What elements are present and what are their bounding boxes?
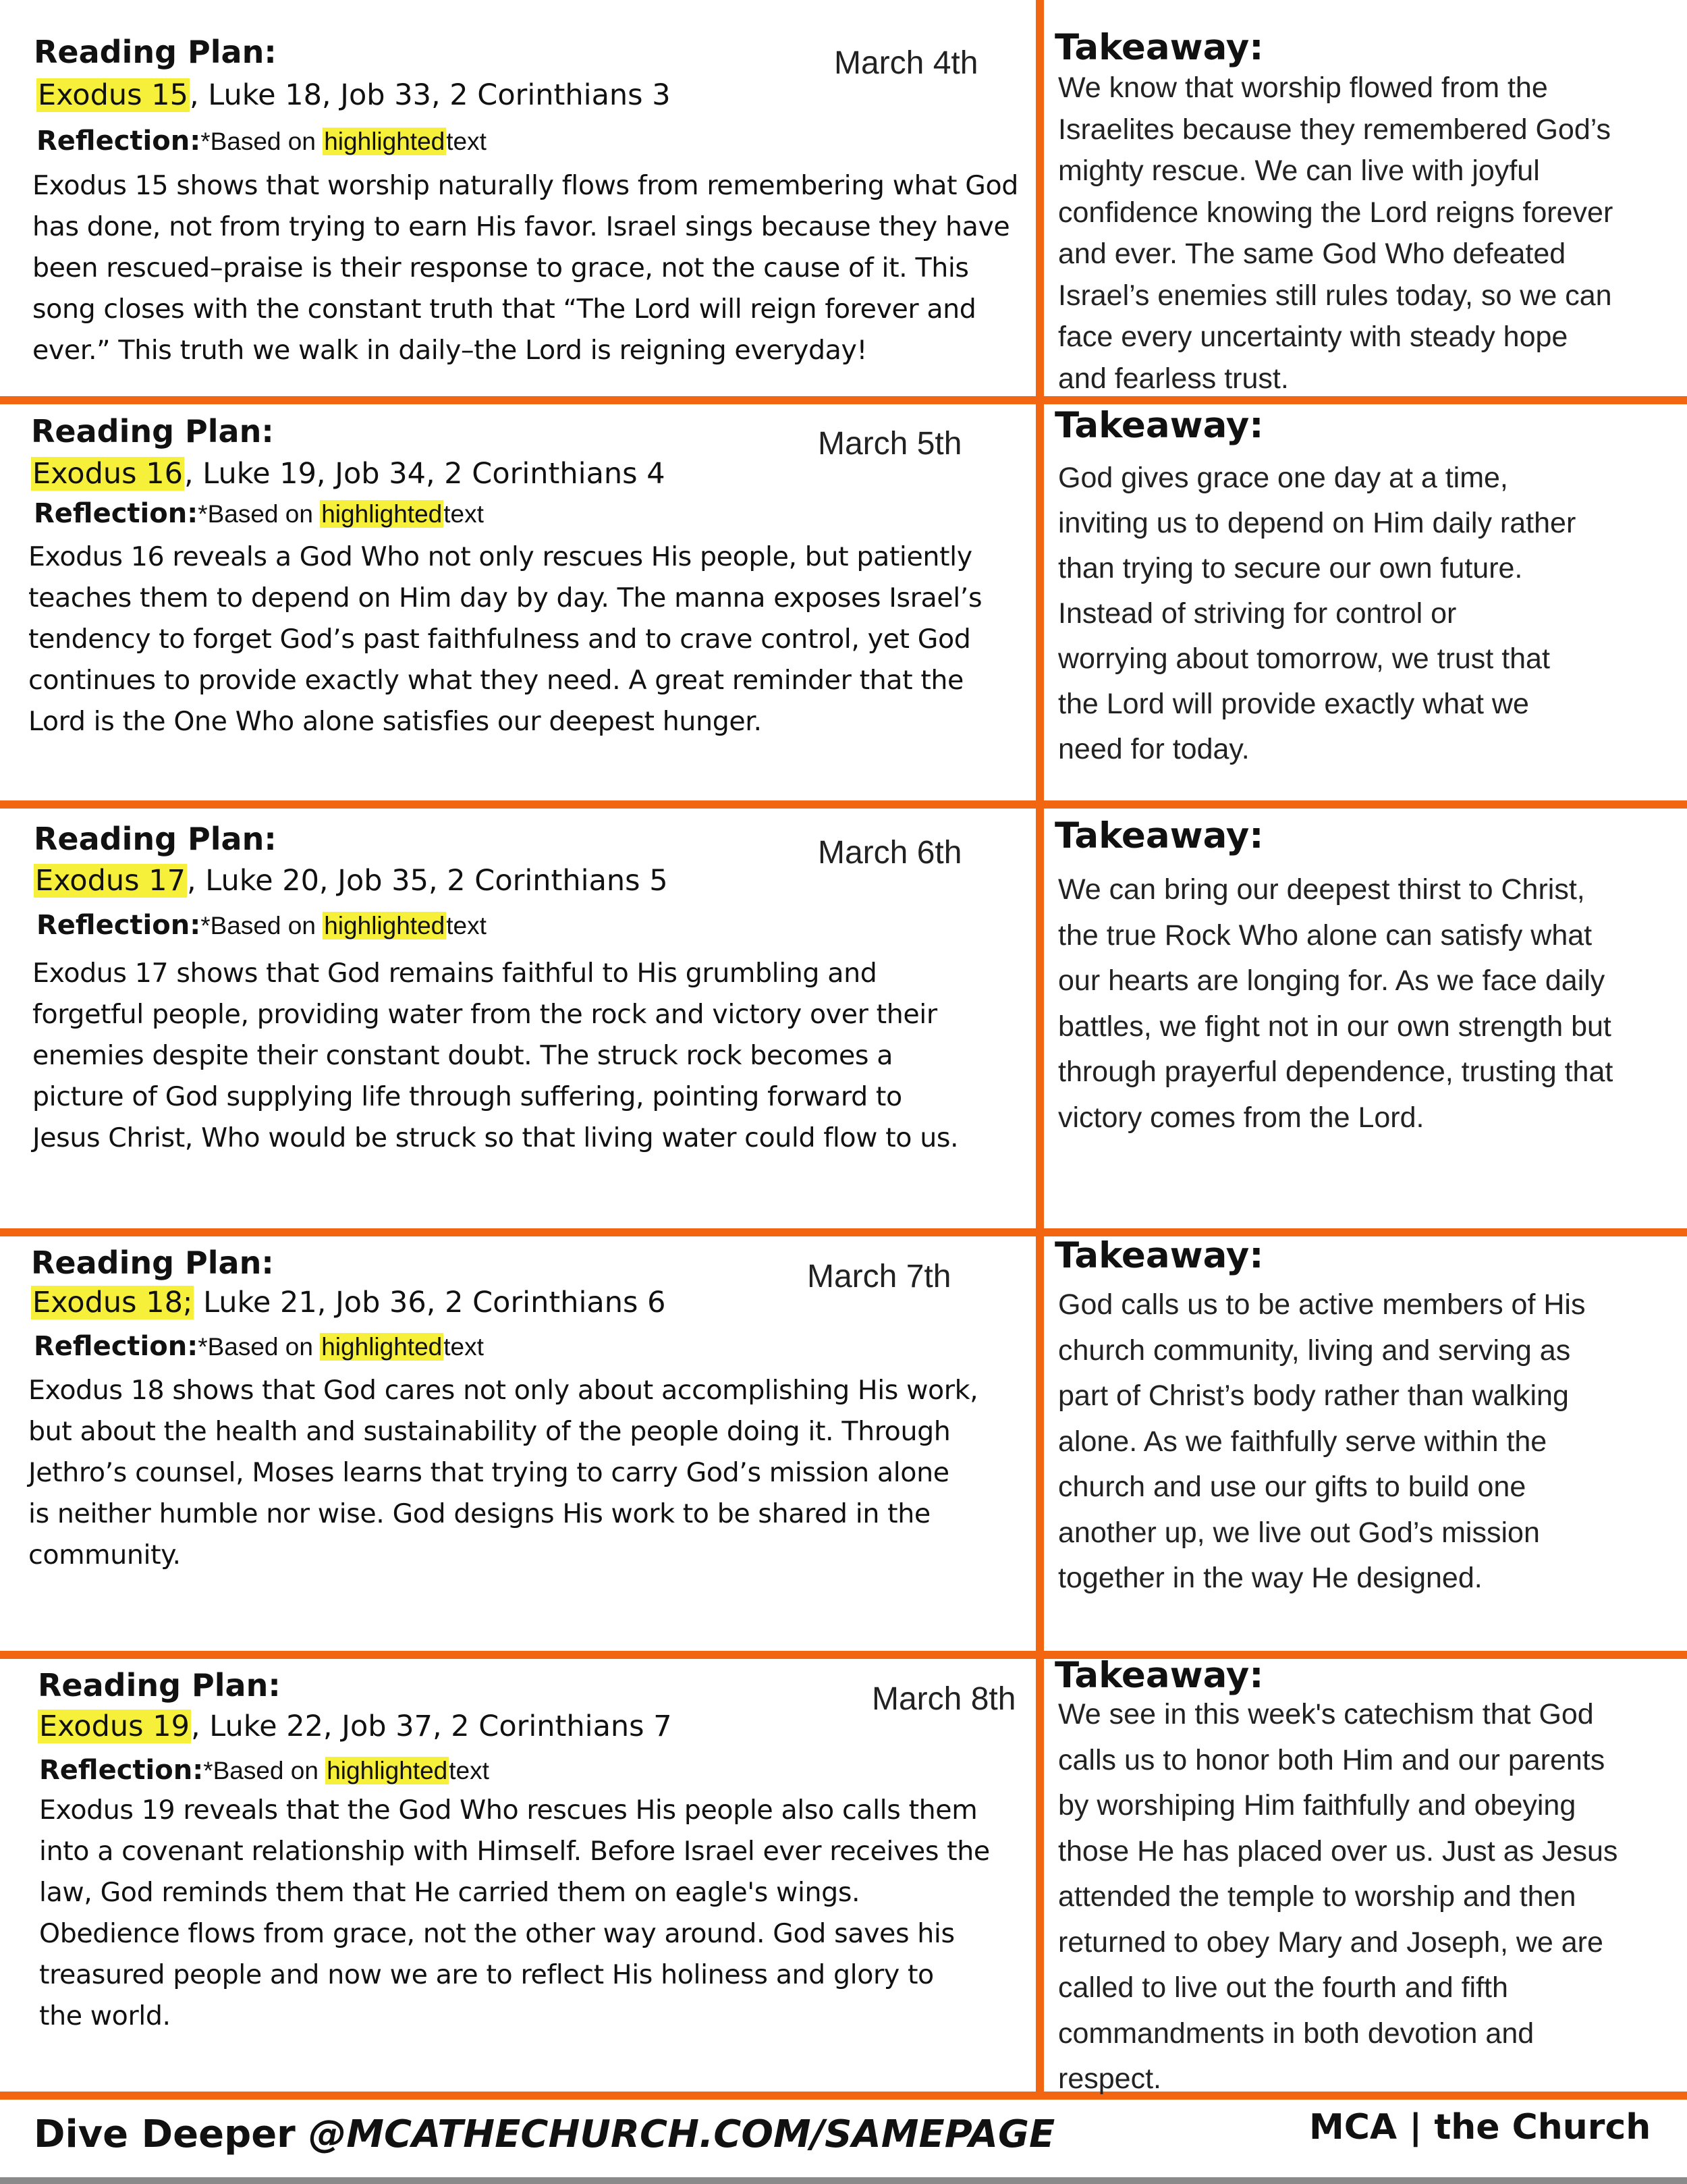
based-on-note: *Based on highlightedtext	[200, 912, 487, 939]
reflection-text: Exodus 16 reveals a God Who not only rescues His people, but patiently teaches them to depend on Him day by day. The manna exposes Israel’s tendency to forget God’s past faithfulness and to crave control, yet God continues to provide exactly what they need. A great reminder that the Lord is the One Who alone satisfies our deepest hunger.	[28, 541, 983, 737]
highlighted-passage: Exodus 15	[38, 78, 188, 112]
takeaway-text: We can bring our deepest thirst to Christ, the true Rock Who alone can satisfy what our hearts are longing for. As we face daily battles, we fight not in our own strength but through prayerful dependence, trusting that victory comes from the Lord.	[1058, 873, 1613, 1134]
based-on-note: *Based on highlightedtext	[198, 500, 484, 528]
highlighted-passage: Exodus 17	[35, 864, 186, 898]
section-divider	[0, 1651, 1687, 1659]
reading-passages	[31, 1286, 665, 1319]
website-url[interactable]: @MCATHECHURCH.COM/SAMEPAGE	[308, 2112, 1055, 2156]
reflection-label: Reflection:	[36, 126, 201, 157]
entry-date: March 6th	[818, 835, 962, 871]
takeaway-text: We see in this week's catechism that God calls us to honor both Him and our parents by worshiping Him faithfully and obeying those He has placed over us. Just as Jesus attended the temple to worship and then returned to obey Mary and Joseph, we are called to live out the fourth and fifth commandments in both devotion and respect.	[1058, 1698, 1618, 2095]
takeaway-text: God calls us to be active members of His church community, living and serving as part of Christ’s body rather than walking alone. As we faithfully serve within the church and use our gifts to build one another up, we live out God’s mission together in the way He designed.	[1058, 1288, 1586, 1594]
reflection-text: Exodus 15 shows that worship naturally flows from remembering what God has done, not from trying to earn His favor. Israel sings because they have been rescued–praise is their response to grace, not the cause of it. This song closes with the constant truth that “The Lord will reign forever and ever.” This truth we walk in daily–the Lord is reigning everyday!	[32, 170, 1018, 366]
column-divider	[1036, 0, 1044, 2096]
other-passages: , Luke 19, Job 34, 2 Corinthians 4	[184, 457, 665, 491]
entry-date: March 7th	[807, 1259, 951, 1294]
page-bottom-border	[0, 2177, 1687, 2184]
reading-plan-heading: Reading Plan:	[31, 413, 274, 449]
highlighted-word: highlighted	[324, 128, 445, 155]
reflection-label: Reflection:	[39, 1755, 204, 1786]
takeaway-text: God gives grace one day at a time, inviting us to depend on Him daily rather than trying to secure our own future. Instead of striving for control or worrying about tomorrow, we trust that the Lord will provide exactly what we need for today.	[1058, 462, 1576, 765]
reflection-label-row	[34, 1331, 484, 1362]
highlighted-word: highlighted	[321, 1333, 443, 1361]
takeaway-heading: Takeaway:	[1055, 405, 1264, 446]
reflection-label-row	[39, 1755, 489, 1786]
reading-plan-heading: Reading Plan:	[34, 34, 277, 70]
dive-deeper-label: Dive Deeper	[34, 2112, 309, 2156]
takeaway-heading: Takeaway:	[1055, 1655, 1264, 1696]
reading-plan-heading: Reading Plan:	[38, 1667, 281, 1703]
reading-passages	[31, 457, 665, 491]
section-divider	[0, 1228, 1687, 1236]
highlighted-word: highlighted	[321, 500, 443, 528]
brand-logo-text: MCA | the Church	[1309, 2107, 1651, 2148]
reading-passages	[36, 78, 671, 112]
entry-date: March 8th	[872, 1681, 1016, 1717]
reflection-label-row	[36, 126, 487, 157]
reflection-label: Reflection:	[34, 1331, 198, 1362]
highlighted-passage: Exodus 18;	[32, 1286, 193, 1319]
dive-deeper-link[interactable]	[34, 2112, 1055, 2156]
reflection-label: Reflection:	[34, 498, 198, 529]
other-passages: , Luke 18, Job 33, 2 Corinthians 3	[189, 78, 671, 112]
reading-passages	[38, 1710, 672, 1743]
based-on-note: *Based on highlightedtext	[203, 1757, 489, 1784]
highlighted-word: highlighted	[324, 912, 445, 939]
reflection-text: Exodus 17 shows that God remains faithful to His grumbling and forgetful people, providing water from the rock and victory over their enemies despite their constant doubt. The struck rock becomes a picture of God supplying life through suffering, pointing forward to Jesus Christ, Who would be struck so that living water could flow to us.	[32, 958, 959, 1153]
based-on-note: *Based on highlightedtext	[198, 1333, 484, 1361]
reflection-label-row	[36, 910, 487, 941]
reflection-text: Exodus 18 shows that God cares not only about accomplishing His work, but about the health and sustainability of the people doing it. Through Jethro’s counsel, Moses learns that trying to carry God’s mission alone is neither humble nor wise. God designs His work to be shared in the community.	[28, 1375, 978, 1571]
takeaway-heading: Takeaway:	[1055, 27, 1264, 68]
other-passages: , Luke 22, Job 37, 2 Corinthians 7	[190, 1710, 672, 1743]
section-divider	[0, 800, 1687, 809]
based-on-note: *Based on highlightedtext	[200, 128, 487, 155]
reflection-label: Reflection:	[36, 910, 201, 941]
reading-plan-heading: Reading Plan:	[34, 821, 277, 857]
entry-date: March 4th	[834, 45, 978, 81]
entry-date: March 5th	[818, 426, 962, 462]
reading-passages	[34, 864, 668, 898]
other-passages: , Luke 20, Job 35, 2 Corinthians 5	[186, 864, 668, 898]
other-passages: Luke 21, Job 36, 2 Corinthians 6	[194, 1286, 666, 1319]
takeaway-heading: Takeaway:	[1055, 815, 1264, 856]
highlighted-passage: Exodus 19	[39, 1710, 190, 1743]
takeaway-heading: Takeaway:	[1055, 1235, 1264, 1276]
reflection-label-row	[34, 498, 484, 529]
highlighted-passage: Exodus 16	[32, 457, 183, 491]
reflection-text: Exodus 19 reveals that the God Who rescues His people also calls them into a covenant relationship with Himself. Before Israel ever receives the law, God reminds them that He carried them on eagle's wings. Obedience flows from grace, not the other way around. God saves his treasured people and now we are to reflect His holiness and glory to the world.	[39, 1795, 990, 2031]
takeaway-text: We know that worship flowed from the Israelites because they remembered God’s mighty rescue. We can live with joyful confidence knowing the Lord reigns forever and ever. The same God Who defeated Israel’s enemies still rules today, so we can face every uncertainty with steady hope and fearless trust.	[1058, 72, 1613, 395]
highlighted-word: highlighted	[327, 1757, 448, 1784]
reading-plan-heading: Reading Plan:	[31, 1245, 274, 1281]
